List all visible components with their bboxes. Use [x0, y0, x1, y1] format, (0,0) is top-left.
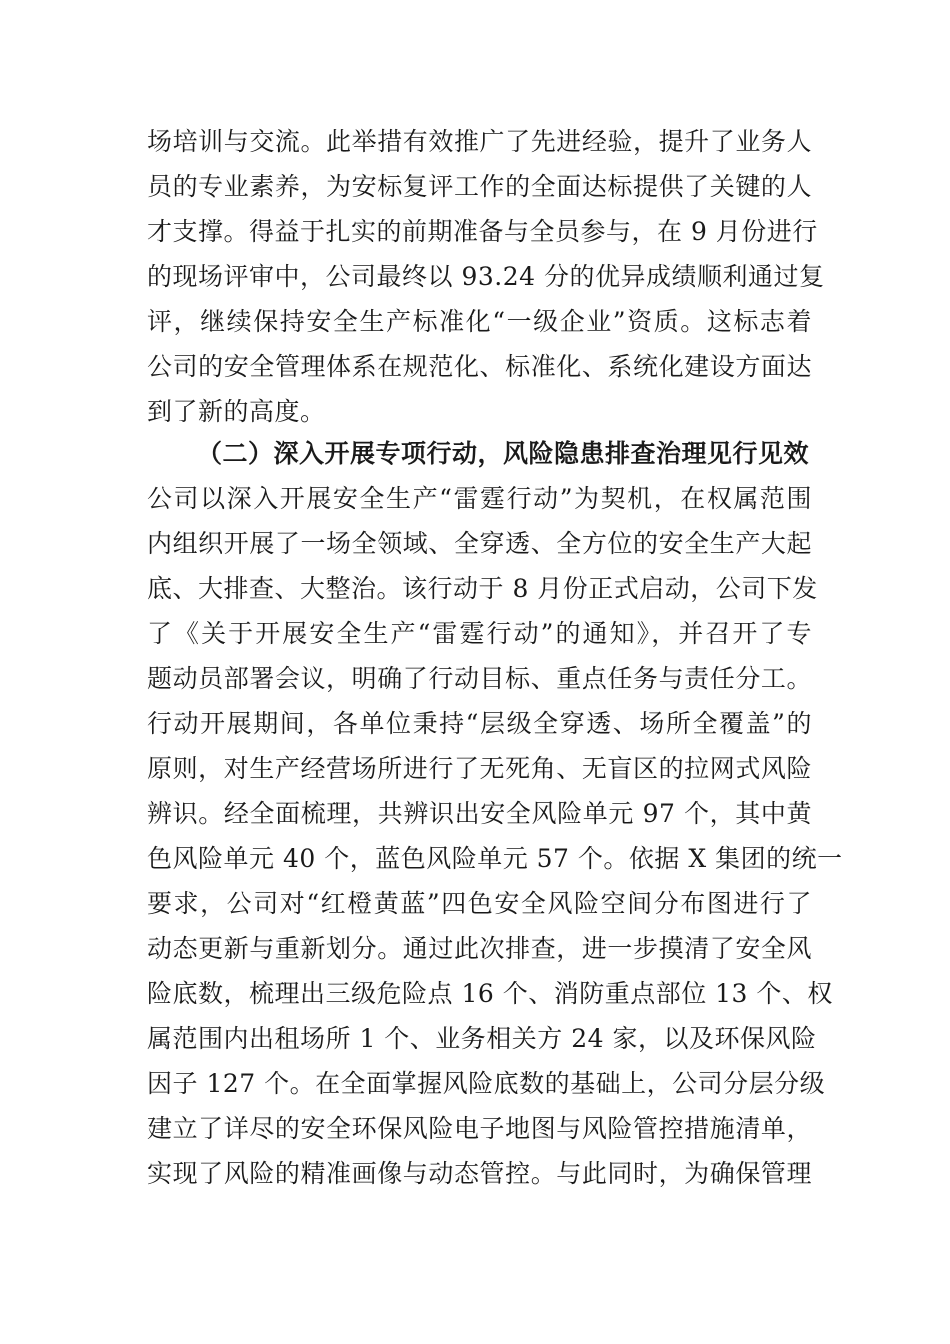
paragraph-line: 因子 127 个。在全面掌握风险底数的基础上，公司分层分级 — [147, 1069, 826, 1098]
paragraph-line: 属范围内出租场所 1 个、业务相关方 24 家，以及环保风险 — [147, 1024, 817, 1053]
paragraph-line: 题动员部署会议，明确了行动目标、重点任务与责任分工。 — [147, 664, 812, 693]
paragraph-line: 才支撑。得益于扎实的前期准备与全员参与，在 9 月份进行 — [147, 217, 818, 246]
paragraph-line: 场培训与交流。此举措有效推广了先进经验，提升了业务人 — [147, 127, 812, 156]
paragraph-line: 要求，公司对“红橙黄蓝”四色安全风险空间分布图进行了 — [147, 889, 812, 918]
section-heading: （二）深入开展专项行动，风险隐患排查治理见行见效 — [197, 439, 810, 468]
paragraph-line: 底、大排查、大整治。该行动于 8 月份正式启动，公司下发 — [147, 574, 818, 603]
paragraph-line: 公司的安全管理体系在规范化、标准化、系统化建设方面达 — [147, 352, 812, 381]
paragraph-line: 员的专业素养，为安标复评工作的全面达标提供了关键的人 — [147, 172, 812, 201]
paragraph-line: 动态更新与重新划分。通过此次排查，进一步摸清了安全风 — [147, 934, 812, 963]
section-heading-block — [147, 431, 812, 476]
paragraph-line: 到了新的高度。 — [147, 397, 326, 426]
paragraph-line: 内组织开展了一场全领域、全穿透、全方位的安全生产大起 — [147, 529, 812, 558]
paragraph-line: 原则，对生产经营场所进行了无死角、无盲区的拉网式风险 — [147, 754, 812, 783]
paragraph-line: 评，继续保持安全生产标准化“一级企业”资质。这标志着 — [147, 307, 812, 336]
paragraph-1 — [147, 119, 825, 434]
paragraph-line: 公司以深入开展安全生产“雷霆行动”为契机，在权属范围 — [147, 484, 812, 513]
paragraph-line: 行动开展期间，各单位秉持“层级全穿透、场所全覆盖”的 — [147, 709, 812, 738]
paragraph-line: 险底数，梳理出三级危险点 16 个、消防重点部位 13 个、权 — [147, 979, 833, 1008]
paragraph-line: 辨识。经全面梳理，共辨识出安全风险单元 97 个，其中黄 — [147, 799, 812, 828]
paragraph-line: 色风险单元 40 个，蓝色风险单元 57 个。依据 X 集团的统一 — [147, 844, 843, 873]
paragraph-line: 实现了风险的精准画像与动态管控。与此同时，为确保管理 — [147, 1159, 812, 1188]
paragraph-line: 的现场评审中，公司最终以 93.24 分的优异成绩顺利通过复 — [147, 262, 825, 291]
paragraph-line: 了《关于开展安全生产“雷霆行动”的通知》，并召开了专 — [147, 619, 812, 648]
paragraph-line: 建立了详尽的安全环保风险电子地图与风险管控措施清单， — [147, 1114, 812, 1143]
paragraph-2 — [147, 476, 843, 1196]
